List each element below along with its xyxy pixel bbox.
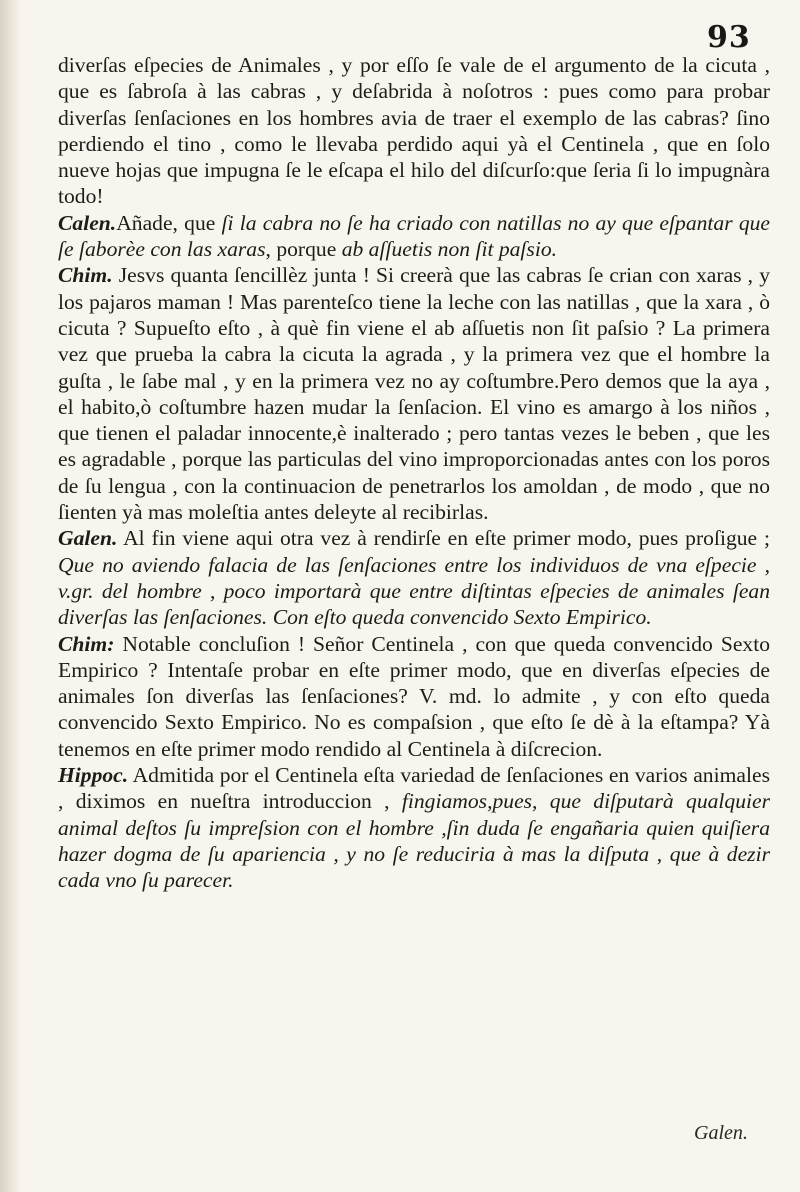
paragraph-text: Añade, que bbox=[116, 210, 222, 235]
latin-italic-text: ab aſſuetis non ſit paſsio. bbox=[341, 237, 558, 262]
paragraph-calen bbox=[58, 210, 770, 263]
paragraph-text: Jesvs quanta ſencillèz junta ! Si creerà que las cabras ſe crian con xaras , y los pajaros maman ! Mas parenteſco tiene la leche con las natillas , que la xara , ò cicuta ? Supueſto eſto , à què fin viene el ab aſſuetis non ſit paſsio ? La primera vez que prueba la cabra la cicuta la agrada , y la primera vez que el hombre la guſta , le ſabe mal , y en la primera vez no ay coſtumbre.Pero demos que la aya , el habito,ò coſtumbre hazen mudar la ſenſacion. El vino es amargo à los niños , que tienen el paladar innocente,è inalterado ; pero tantas vezes le beben , que les es agradable , porque las particulas del vino improporcionadas antes con los poros de ſu lengua , con la continuacion de penetrarlos los amoldan , de modo , que no ſienten yà mas moleſtia antes deleyte al recibirlas. bbox=[58, 263, 770, 525]
quoted-italic-text: Que no aviendo falacia de las ſenſaciones entre los individuos de vna eſpecie , v.gr. del hombre , poco importarà que entre diſtintas eſpecies de animales ſean diverſas las ſenſaciones. Con eſto queda convencido Sexto Empirico. bbox=[58, 552, 770, 630]
speaker-label: Galen. bbox=[58, 526, 118, 551]
paragraph-text: Al fin viene aqui otra vez à rendirſe en eſte primer modo, pues proſigue ; bbox=[123, 526, 770, 551]
binding-gutter-shadow bbox=[0, 0, 22, 1192]
paragraph-galen bbox=[58, 525, 770, 630]
paragraph-text: , porque bbox=[265, 237, 342, 262]
paragraph-text: Admitida por el Centinela eſta variedad de ſenſaciones en varios animales , diximos en nueſtra introduccion , bbox=[58, 763, 770, 814]
paragraph-continuation bbox=[58, 52, 770, 210]
speaker-label: Chim: bbox=[58, 631, 115, 656]
speaker-label: Calen. bbox=[58, 210, 117, 235]
paragraph-hippoc bbox=[58, 762, 770, 893]
page-text-block bbox=[58, 52, 770, 894]
quoted-italic-text: fingiamos,pues, que diſputarà qualquier animal deſtos ſu impreſsion con el hombre ,ſin duda ſe engañaria quien quiſiera hazer dogma de ſu apariencia , y no ſe reduciria à mas la diſputa , que à dezir cada vno ſu parecer. bbox=[58, 789, 771, 893]
quoted-italic-text: ſi la cabra no ſe ha criado con natillas no ay que eſpantar que ſe ſaborèe con las xaras bbox=[58, 210, 770, 262]
paragraph-chim bbox=[58, 262, 770, 525]
paragraph-chim-2 bbox=[58, 631, 770, 762]
speaker-label: Hippoc. bbox=[58, 763, 129, 788]
paragraph-text: Notable concluſion ! Señor Centinela , con que queda convencido Sexto Empirico ? Intentaſe probar en eſte primer modo, que en diverſas eſpecies de animales ſon diverſas las ſenſaciones? V. md. lo admite , y con eſto queda convencido Sexto Empirico. No es compaſsion , que eſto ſe dè à la eſtampa? Yà tenemos en eſte primer modo rendido al Centinela à diſcrecion. bbox=[58, 631, 771, 761]
catchword: Galen. bbox=[694, 1122, 748, 1144]
speaker-label: Chim. bbox=[58, 263, 113, 288]
page-number: 93 bbox=[707, 20, 751, 55]
paragraph-text: diverſas eſpecies de Animales , y por eſſo ſe vale de el argumento de la cicuta , que es ſabroſa à las cabras , y deſabrida à noſotros : pues como para probar diverſas ſenſaciones en los hombres avia de traer el exemplo de las cabras? ſino perdiendo el tino , como le llevaba perdido aqui yà el Centinela , que en ſolo nueve hojas que impugna ſe le eſcapa el hilo del diſcurſo:que ſeria ſi lo impugnàra todo! bbox=[58, 53, 770, 209]
